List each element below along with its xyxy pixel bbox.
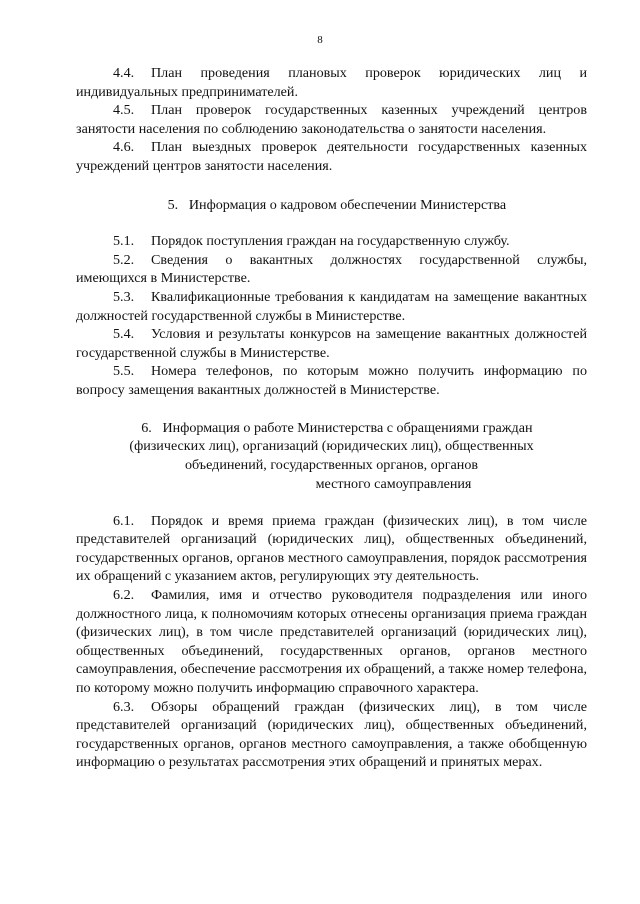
- item-text: Условия и результаты конкурсов на замещение вакантных должностей государственной службы в Министерстве.: [76, 326, 587, 361]
- item-text: План проверок государственных казенных учреждений центров занятости населения по соблюдению законодательства о занятости населения.: [76, 102, 587, 137]
- item-number: 6.3.: [113, 698, 135, 715]
- list-item-6-2: [76, 586, 587, 698]
- section-6-list: [76, 512, 587, 772]
- section-title: Информация о кадровом обеспечении Министерства: [188, 196, 507, 213]
- item-number: 4.5.: [113, 102, 135, 119]
- item-text: План выездных проверок деятельности государственных казенных учреждений центров занятости населения.: [76, 139, 587, 174]
- list-item-6-1: [76, 512, 587, 586]
- list-item-6-3: [76, 698, 587, 772]
- item-number: 5.4.: [113, 326, 135, 343]
- section-title-line: Информация о работе Министерства с обращениями граждан: [162, 419, 533, 436]
- item-number: 5.2.: [113, 251, 135, 268]
- section-6-title-line-1: [112, 419, 551, 438]
- list-item-5-4: [76, 325, 587, 362]
- item-number: 4.4.: [113, 65, 135, 81]
- item-number: 4.6.: [113, 139, 135, 156]
- section-6-title-line-3: объединений, государственных органов, органов: [184, 457, 479, 474]
- item-number: 5.5.: [113, 363, 135, 380]
- section-6-title-line-4: местного самоуправления: [315, 475, 472, 492]
- list-item-4-4: [76, 64, 587, 101]
- section-6-title-line-2: (физических лиц), организаций (юридических лиц), общественных: [129, 438, 534, 455]
- item-number: 5.1.: [113, 233, 135, 250]
- item-text: Квалификационные требования к кандидатам на замещение вакантных должностей государственной службы в Министерстве.: [76, 288, 587, 324]
- item-number: 5.3.: [113, 288, 135, 305]
- document-content: [76, 64, 587, 772]
- list-item-5-1: [76, 232, 587, 251]
- list-item-5-5: [76, 362, 587, 399]
- item-text: Номера телефонов, по которым можно получить информацию по вопросу замещения вакантных должностей в Министерстве.: [76, 363, 587, 398]
- list-item-4-6: [76, 138, 587, 175]
- section-5-heading: [76, 196, 587, 215]
- list-item-4-5: [76, 101, 587, 138]
- item-text: Порядок и время приема граждан (физических лиц), в том числе представителей организаций (юридических лиц), общественных объединений, государственных органов, органов местного самоуправления, порядок рассмотрения их обращений с указанием актов, регулирующих эту деятельность.: [76, 512, 587, 585]
- item-text: Порядок поступления граждан на государственную службу.: [151, 233, 510, 250]
- item-text: Фамилия, имя и отчество руководителя подразделения или иного должностного лица, к полномочиям которых отнесены организация приема граждан (физических лиц), в том числе представителей организаций (юридических лиц), общественных объединений, государственных органов, органов местного самоуправления, обеспечение рассмотрения их обращений, а также номер телефона, по которому можно получить информацию справочного характера.: [76, 587, 587, 697]
- section-number: 5.: [167, 196, 179, 213]
- list-item-5-2: [76, 251, 587, 288]
- item-text: Обзоры обращений граждан (физических лиц), в том числе представителей организаций (юридических лиц), общественных объединений, государственных органов, органов местного самоуправления, а также обобщенную информацию о результатах рассмотрения этих обращений и принятых мерах.: [76, 698, 587, 771]
- list-item-5-3: [76, 288, 587, 325]
- page-number: 8: [317, 34, 323, 46]
- item-number: 6.2.: [113, 587, 135, 604]
- item-text: План проведения плановых проверок юридических лиц и индивидуальных предпринимателей.: [76, 65, 587, 100]
- item-number: 6.1.: [113, 512, 135, 529]
- section-5-list: [76, 232, 587, 399]
- section-6-heading: [76, 419, 587, 494]
- section-number: 6.: [141, 419, 152, 436]
- item-text: Сведения о вакантных должностях государственной службы, имеющихся в Министерстве.: [76, 251, 587, 287]
